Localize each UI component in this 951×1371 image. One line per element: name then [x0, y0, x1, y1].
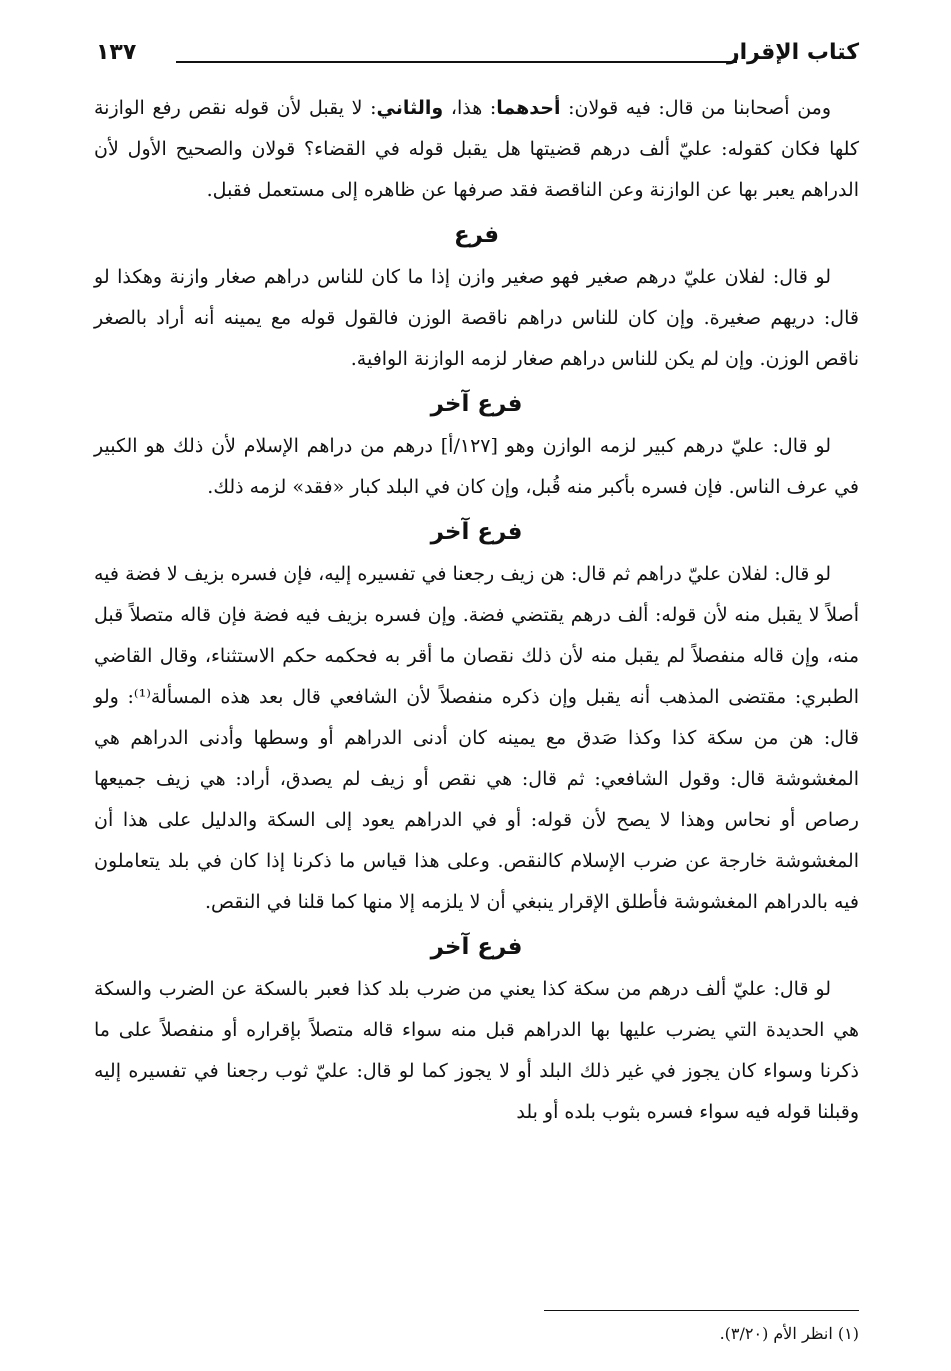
page-number: ١٣٧ [96, 40, 137, 65]
section-heading: فرع آخر [430, 519, 523, 545]
footnote-text: انظر الأم (٣/٢٠). [719, 1324, 833, 1343]
section-paragraph: لو قال: لفلان عليّ دراهم ثم قال: هن زيف رجعنا في تفسيره إليه، فإن فسره بزيف لا فضة فيه أصلاً لا يقبل منه لأن قوله: ألف درهم يقتضي فضة. وإن فسره بزيف فيه فضة فإن قاله متصلاً قبل منه، وإن قاله منفصلاً لم يقبل منه لأن ذلك نقصان ما أقر به فحكمه حكم الاستثناء، وقال القاضي الطبري: مقتضى المذهب أنه يقبل وإن ذكره منفصلاً لأن الشافعي قال بعد هذه المسألة⁽¹⁾: ولو قال: هن من سكة كذا وكذا صَدق مع يمينه كان أدنى الدراهم أو وسطها وأدنى الدراهم هي المغشوشة قال: وقول الشافعي: ثم قال: هي نقص أو زيف لم يصدق، أراد: هي زيف جميعها رصاص أو نحاس وهذا لا يصح لأن قوله: أو في الدراهم يعود إلى السكة والدليل على هذا أن المغشوشة خارجة عن ضرب الإسلام كالنقص. وعلى هذا قياس ما ذكرنا إذا كان في بلد يتعاملون فيه بالدراهم المغشوشة فأطلق الإقرار ينبغي أن لا يلزمه إلا منها كما قلنا في النقص. [94, 563, 859, 913]
label-first-opinion: أحدهما [496, 97, 561, 119]
footnote [94, 1320, 859, 1348]
intro-text-1: ومن أصحابنا من قال: فيه قولان: [560, 97, 832, 119]
footnote-marker: (١) [837, 1324, 859, 1343]
main-text [94, 88, 859, 1133]
label-second-opinion: والثاني [376, 97, 444, 119]
header-rule [176, 61, 737, 63]
section-heading: فرع آخر [430, 934, 523, 960]
page-header [96, 40, 859, 80]
section-paragraph: لو قال: عليّ درهم كبير لزمه الوازن وهو [١٢٧/أ] درهم من دراهم الإسلام لأن ذلك هو الكبير في عرف الناس. فإن فسره بأكبر منه قُبل، وإن كان في البلد كبار «فقد» لزمه ذلك. [94, 435, 859, 498]
section-heading: فرع [453, 222, 500, 248]
running-title: كتاب الإقرار [726, 40, 859, 65]
section-heading: فرع آخر [430, 391, 523, 417]
intro-paragraph [94, 88, 859, 211]
footnote-divider [544, 1310, 859, 1311]
intro-text-3: : لا يقبل لأن قوله نقص رفع الوازنة كلها فكان كقوله: عليّ ألف درهم قضيتها هل يقبل قوله في القضاء؟ قولان والصحيح الأول لأن الدراهم يعبر بها عن الوازنة وعن الناقصة فقد صرفها عن ظاهره إلى مستعمل فقبل. [94, 97, 859, 201]
intro-text-2: : هذا، [443, 97, 497, 119]
section-paragraph: لو قال: عليّ ألف درهم من سكة كذا يعني من ضرب بلد كذا فعبر بالسكة عن الضرب والسكة هي الحديدة التي يضرب عليها بها الدراهم قبل منه سواء قاله متصلاً بإقراره أو منفصلاً على ما ذكرنا وسواء كان يجوز في غير ذلك البلد أو لا يجوز كما لو قال: عليّ ثوب رجعنا في تفسيره إليه وقبلنا قوله فيه سواء فسره بثوب بلده أو بلد [94, 978, 859, 1123]
section-paragraph: لو قال: لفلان عليّ درهم صغير فهو صغير وازن إذا ما كان للناس دراهم صغار وازنة وهكذا لو قال: دريهم صغيرة. وإن كان للناس دراهم ناقصة الوزن فالقول قوله مع يمينه أنه أراد بالصغر ناقص الوزن. وإن لم يكن للناس دراهم صغار لزمه الوازنة الوافية. [94, 266, 859, 370]
